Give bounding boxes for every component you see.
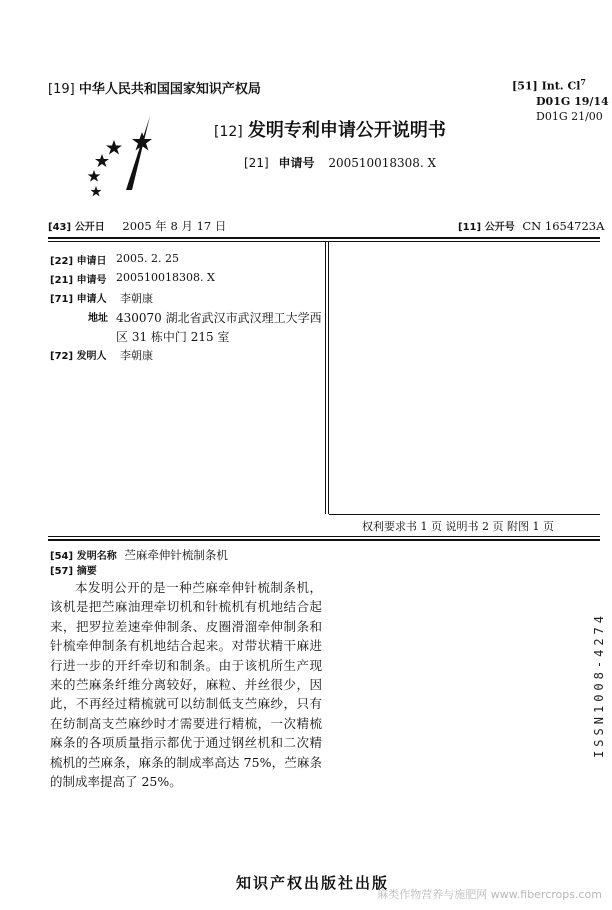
publisher: 知识产权出版社出版: [236, 874, 390, 892]
inventor-row: [50, 347, 153, 362]
applicant-code: [71]: [50, 294, 74, 305]
applicant-label: 申请人: [76, 294, 107, 305]
column-divider-left: [325, 242, 326, 514]
pub-date-line: [48, 218, 226, 234]
doc-title-line: [214, 116, 446, 142]
filing-value: 2005. 2. 25: [116, 252, 179, 265]
address-line1: 430070 湖北省武汉市武汉理工大学西: [116, 311, 322, 325]
inventor-code: [72]: [50, 351, 74, 362]
pub-no-code: [11]: [458, 222, 482, 233]
address-label: 地址: [88, 313, 108, 324]
abstract-body: [50, 578, 322, 791]
appno-label: 申请号: [76, 275, 107, 286]
filing-label: 申请日: [76, 256, 107, 267]
invention-title: 苎麻牵伸针梳制条机: [124, 548, 228, 562]
appno-value: 200510018308. X: [116, 271, 215, 284]
pub-date-value: 2005 年 8 月 17 日: [122, 219, 227, 233]
applicant-row: [50, 290, 153, 305]
app-no-line: [244, 154, 436, 171]
doc-code: [12]: [214, 124, 243, 140]
app-number-row: [50, 271, 215, 286]
pub-no-line: [458, 218, 604, 233]
pub-date-label: 公开日: [74, 222, 105, 233]
top-rule-thick: [48, 237, 600, 239]
pub-no-value: CN 1654723A: [522, 219, 605, 233]
abstract-text: 本发明公开的是一种苎麻牵伸针梳制条机，该机是把苎麻油理牵切机和针梳机有机地结合起来，把罗拉差速牵伸制条、皮圈滑溜牵伸制条和针梳牵伸制条有机地结合起来。对带状精干麻进行进一步的开纤牵切和制条。由于该机所生产现来的苎麻条纤维分离较好，麻粒、并丝很少，因此，不再经过精梳就可以纺制低支苎麻纱，只有在纺制高支苎麻纱时才需要进行精梳，一次精梳麻条的各项质量指示都优于通过钢丝机和二次精梳机的苎麻条，麻条的制成率高达 75%，苎麻条的制成率提高了 25%。: [50, 580, 322, 790]
applicant-value: 李朝康: [120, 292, 153, 305]
star-emblem-icon: [80, 110, 170, 200]
abstract-code: [57]: [50, 566, 74, 577]
abstract-heading: [50, 562, 97, 577]
app-no-value: 200510018308. X: [328, 156, 437, 170]
office-name: 中华人民共和国国家知识产权局: [78, 82, 261, 97]
watermark-text: 麻类作物营养与施肥网 www.fibercrops.com: [377, 888, 602, 901]
title-code: [54]: [50, 551, 74, 562]
filing-date-row: [50, 252, 179, 267]
pub-date-code: [43]: [48, 222, 72, 233]
inventor-label: 发明人: [76, 351, 107, 362]
invention-title-line: [50, 547, 228, 563]
filing-code: [22]: [50, 256, 74, 267]
app-no-label: 申请号: [278, 156, 315, 170]
bibliographic-fields: [50, 252, 322, 372]
address-line2: 区 31 栋中门 215 室: [116, 330, 230, 344]
int-cl-secondary: D01G 21/00: [536, 109, 603, 123]
int-cl-sup: 7: [580, 77, 586, 87]
int-cl-primary: D01G 19/14: [536, 94, 609, 108]
app-no-code: [21]: [244, 156, 269, 170]
pages-note: 权利要求书 1 页 说明书 2 页 附图 1 页: [362, 520, 554, 533]
issn-vertical: ISSN1008-4274: [592, 612, 606, 758]
mid-rule-thin: [48, 536, 600, 537]
inventor-value: 李朝康: [120, 349, 153, 362]
pub-no-label: 公开号: [484, 222, 515, 233]
title-label: 发明名称: [76, 551, 117, 562]
appno-code: [21]: [50, 275, 74, 286]
int-cl-code: [51]: [512, 79, 538, 93]
mid-rule-thick: [48, 539, 600, 541]
doc-title: 发明专利申请公开说明书: [247, 120, 446, 141]
pages-rule: [329, 514, 600, 515]
int-cl-label: Int. Cl: [541, 79, 581, 93]
top-rule-thin: [48, 241, 600, 242]
office-code: [19]: [48, 82, 75, 97]
int-cl-block: [512, 75, 609, 124]
office-line: [48, 78, 261, 97]
column-divider-right: [328, 242, 329, 514]
abstract-label: 摘要: [76, 566, 97, 577]
